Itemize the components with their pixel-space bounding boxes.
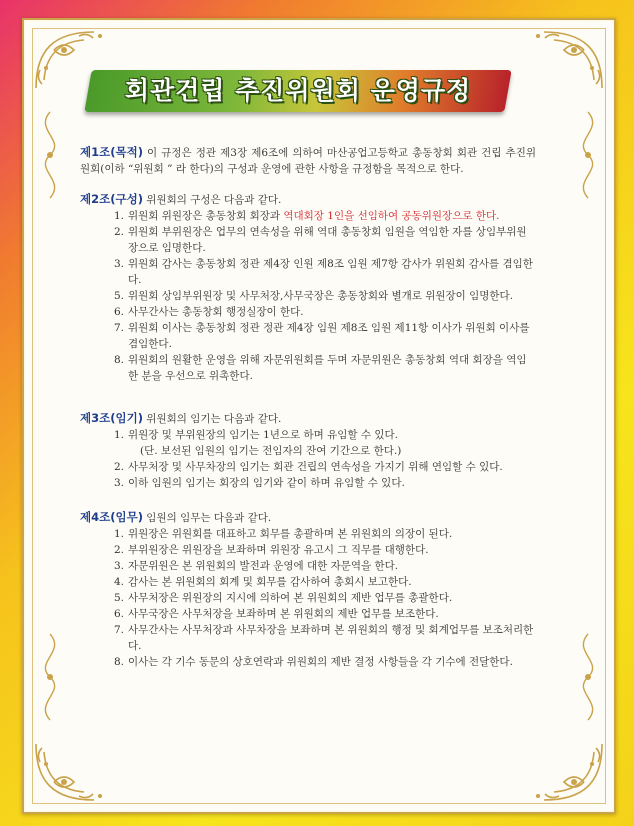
item-note: (단. 보선된 임원의 임기는 전임자의 잔여 기간으로 한다.) — [140, 445, 402, 457]
article-paragraph — [80, 191, 536, 208]
article-heading: 제1조(목적) — [80, 145, 143, 159]
item-text: 부위원장은 위원장을 보좌하며 위원장 유고시 그 직무를 대행한다. — [128, 544, 429, 556]
list-item — [116, 606, 536, 622]
corner-ornament-icon — [34, 742, 124, 802]
article-text: 위원회의 임기는 다음과 같다. — [146, 413, 282, 425]
article-heading: 제4조(임무) — [80, 510, 143, 524]
list-item — [116, 558, 536, 574]
list-item — [116, 574, 536, 590]
item-number: 2. — [114, 461, 125, 473]
article-item-list — [80, 526, 536, 670]
article-item-list — [80, 427, 536, 491]
item-number: 1. — [114, 429, 125, 441]
item-text: 위원회 상임부위원장 및 사무처장,사무국장은 총동창회와 별개로 위원장이 임명한다. — [128, 290, 514, 302]
item-number: 3. — [114, 477, 125, 489]
item-number: 8. — [114, 354, 125, 366]
article-paragraph — [80, 144, 536, 177]
article-text: 위원회의 구성은 다음과 같다. — [146, 194, 282, 206]
corner-ornament-icon — [514, 742, 604, 802]
list-item — [116, 224, 536, 256]
list-item — [116, 654, 536, 670]
regulation-body — [80, 120, 536, 670]
list-item — [116, 320, 536, 352]
item-text: 이하 임원의 임기는 회장의 임기와 같이 하며 유임할 수 있다. — [128, 477, 405, 489]
item-text: 감사는 본 위원회의 회계 및 회무를 감사하여 총회시 보고한다. — [128, 576, 412, 588]
list-item — [116, 542, 536, 558]
item-number: 1. — [114, 528, 125, 540]
article-item-list — [80, 208, 536, 384]
article-2 — [80, 191, 536, 384]
item-text: 자문위원은 본 위원회의 발전과 운영에 대한 자문역을 한다. — [128, 560, 399, 572]
item-text: 위원회 감사는 총동창회 정관 제4장 인원 제8조 임원 제7항 감사가 위원회 감사를 겸임한다. — [128, 258, 533, 286]
side-ornament-icon — [568, 632, 608, 722]
item-text: 위원회 부위원장은 업무의 연속성을 위해 역대 총동창회 임원을 역임한 자를 상임부위원장으로 임명한다. — [128, 226, 527, 254]
list-item — [116, 352, 536, 384]
item-number: 7. — [114, 624, 125, 636]
item-text: 사무간사는 사무처장과 사무차장을 보좌하며 본 위원회의 행정 및 회계업무를 보조처리한다. — [128, 624, 534, 652]
item-number: 4. — [114, 576, 125, 588]
side-ornament-icon — [30, 632, 70, 722]
article-text: 이 규정은 정관 제3장 제6조에 의하여 마산공업고등학교 총동창회 회관 건립 추진위원회(이하 “위원회 ” 라 한다)의 구성과 운영에 관한 사항을 규정함을 목적으로 한다. — [80, 147, 536, 175]
article-text: 임원의 임무는 다음과 같다. — [146, 512, 272, 524]
item-number: 5. — [114, 592, 125, 604]
side-ornament-icon — [568, 110, 608, 200]
list-item — [116, 475, 536, 491]
list-item — [116, 427, 536, 459]
item-text: 위원회 위원장은 총동창회 회장과 — [128, 210, 284, 222]
item-number: 6. — [114, 608, 125, 620]
item-number: 3. — [114, 258, 125, 270]
item-text: 사무처장은 위원장의 지시에 의하여 본 위원회의 제반 업무를 총괄한다. — [128, 592, 453, 604]
item-text: 사무국장은 사무처장을 보좌하며 본 위원회의 제반 업무를 보조한다. — [128, 608, 439, 620]
article-paragraph — [80, 509, 536, 526]
item-text: 위원장은 위원회를 대표하고 회무를 총괄하며 본 위원회의 의장이 된다. — [128, 528, 453, 540]
list-item — [116, 304, 536, 320]
page-title: 회관건립 추진위원회 운영규정 — [124, 76, 472, 105]
item-number: 7. — [114, 322, 125, 334]
item-text: 위원회의 원활한 운영을 위해 자문위원회를 두며 자문위원은 총동창회 역대 회장을 역임한 분을 우선으로 위촉한다. — [128, 354, 527, 382]
article-heading: 제3조(임기) — [80, 411, 143, 425]
item-number: 2. — [114, 226, 125, 238]
article-3 — [80, 410, 536, 491]
corner-ornament-icon — [514, 30, 604, 90]
item-highlight-text: 역대회장 1인을 선임하여 공동위원장으로 한다. — [283, 210, 500, 222]
item-number: 2. — [114, 544, 125, 556]
list-item — [116, 459, 536, 475]
title-banner — [88, 66, 508, 116]
article-4 — [80, 509, 536, 670]
item-number: 1. — [114, 210, 125, 222]
item-number: 3. — [114, 560, 125, 572]
item-text: 위원회 이사는 총동창회 정관 정관 제4장 임원 제8조 임원 제11항 이사가 위원회 이사를 겸임한다. — [128, 322, 530, 350]
article-1 — [80, 144, 536, 177]
list-item — [116, 288, 536, 304]
list-item — [116, 590, 536, 606]
side-ornament-icon — [30, 110, 70, 200]
item-number: 5. — [114, 290, 125, 302]
list-item — [116, 208, 536, 224]
item-text: 사무간사는 총동창회 행정실장이 한다. — [128, 306, 304, 318]
list-item — [116, 526, 536, 542]
item-number: 8. — [114, 656, 125, 668]
article-heading: 제2조(구성) — [80, 192, 143, 206]
list-item — [116, 622, 536, 654]
item-text: 사무처장 및 사무차장의 임기는 회관 건립의 연속성을 가지기 위해 연임할 수 있다. — [128, 461, 503, 473]
item-text: 위원장 및 부위원장의 임기는 1년으로 하며 유임할 수 있다. — [128, 429, 399, 441]
list-item — [116, 256, 536, 288]
item-number: 6. — [114, 306, 125, 318]
article-paragraph — [80, 410, 536, 427]
item-text: 이사는 각 기수 동문의 상호연락과 위원회의 제반 결정 사항들을 각 기수에 전달한다. — [128, 656, 513, 668]
